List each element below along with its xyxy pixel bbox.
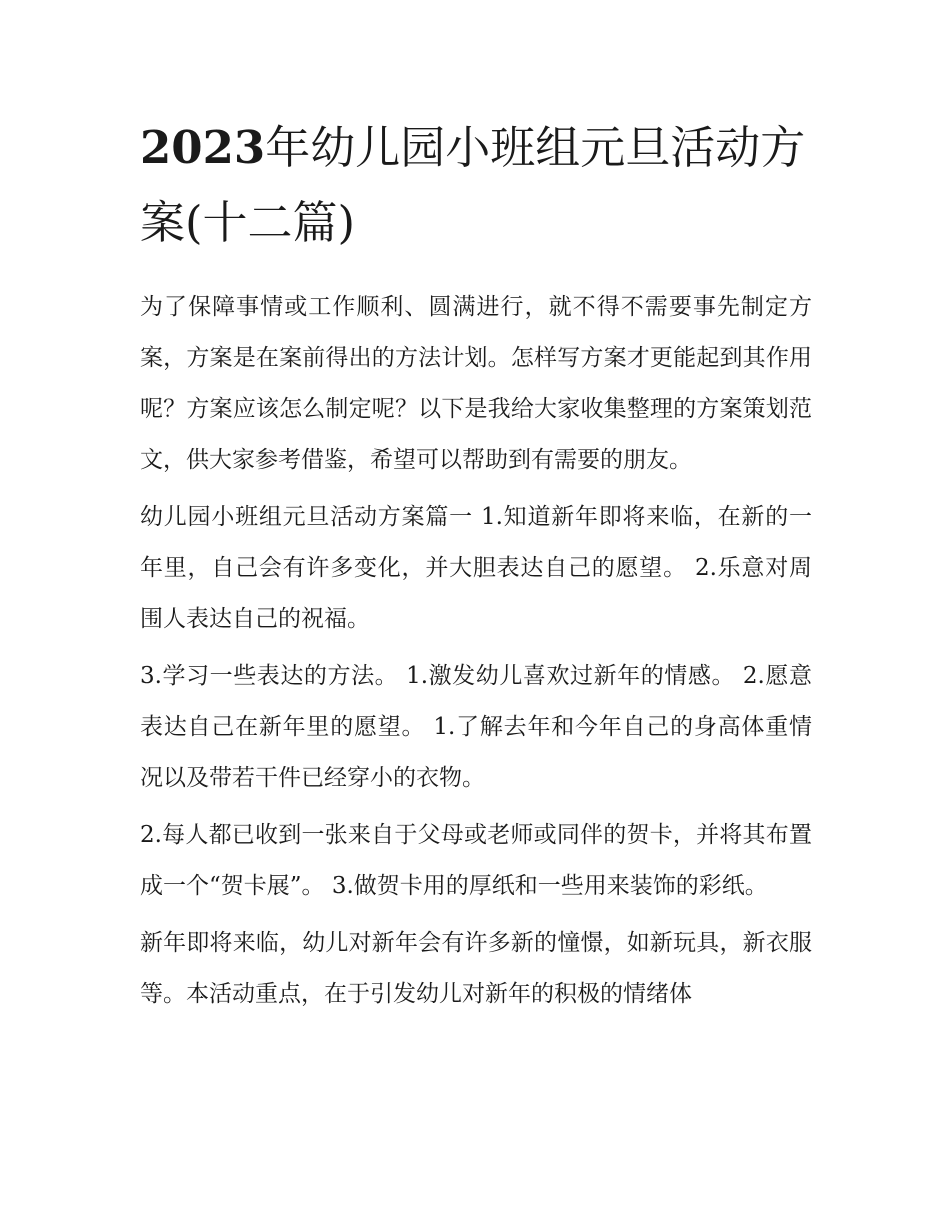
paragraph-analysis: 新年即将来临，幼儿对新年会有许多新的憧憬，如新玩具，新衣服等。本活动重点，在于引发幼儿对新年的积极的情绪体 [140,930,812,1007]
paragraph-methods: 3.学习一些表达的方法。 1.激发幼儿喜欢过新年的情感。 2.愿意表达自己在新年里的愿望。 1.了解去年和今年自己的身高体重情况以及带若干件已经穿小的衣物。 [140,663,812,791]
paragraph-materials: 2.每人都已收到一张来自于父母或老师或同伴的贺卡，并将其布置成一个“贺卡展”。 3.做贺卡用的厚纸和一些用来装饰的彩纸。 [140,822,812,899]
paragraph-intro: 为了保障事情或工作顺利、圆满进行，就不得不需要事先制定方案，方案是在案前得出的方法计划。怎样写方案才更能起到其作用呢？方案应该怎么制定呢？以下是我给大家收集整理的方案策划范文，供大家参考借鉴，希望可以帮助到有需要的朋友。 [140,294,812,473]
document-page [140,110,812,1026]
document-title: 2023年幼儿园小班组元旦活动方案(十二篇) [140,121,806,249]
title-year: 2023 [140,121,266,174]
paragraph-part-one: 幼儿园小班组元旦活动方案篇一 1.知道新年即将来临，在新的一年里，自己会有许多变化，并大胆表达自己的愿望。 2.乐意对周围人表达自己的祝福。 [140,504,812,632]
